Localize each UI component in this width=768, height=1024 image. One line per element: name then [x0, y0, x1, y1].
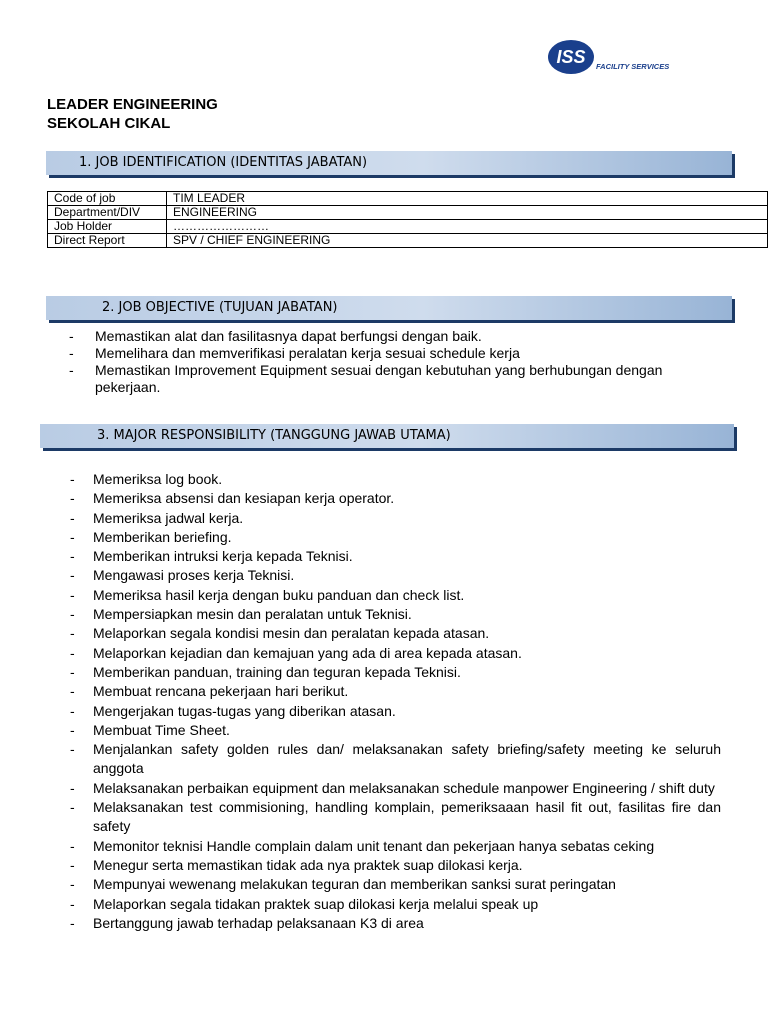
bullet-dash: -	[70, 509, 75, 526]
table-value-cell: ……………………	[167, 220, 768, 234]
table-row	[48, 206, 768, 220]
job-identification-table	[47, 191, 768, 248]
table-row	[48, 192, 768, 206]
responsibility-text: Memberikan beriefing.	[93, 528, 232, 545]
list-item	[70, 489, 721, 508]
iss-logo-mark: ISS	[548, 40, 594, 74]
table-value-cell: SPV / CHIEF ENGINEERING	[167, 234, 768, 248]
bullet-dash: -	[70, 721, 75, 738]
responsibility-text: Mengawasi proses kerja Teknisi.	[93, 567, 295, 584]
bullet-dash: -	[70, 471, 75, 487]
responsibility-text: Bertanggung jawab terhadap pelaksanaan K3 di area	[93, 914, 424, 931]
bullet-dash: -	[70, 644, 75, 661]
bullet-dash: -	[70, 663, 75, 680]
responsibility-text: Melaksanakan perbaikan equipment dan melaksanakan schedule manpower Engineering / shift duty	[93, 779, 715, 796]
responsibility-text: Melaporkan segala tidakan praktek suap dilokasi kerja melalui speak up	[93, 895, 539, 912]
title-line-2: SEKOLAH CIKAL	[47, 115, 171, 132]
bullet-dash: -	[70, 837, 75, 854]
list-item	[70, 914, 721, 933]
iss-logo	[548, 40, 708, 76]
table-row	[48, 220, 768, 234]
table-label-cell: Job Holder	[48, 220, 167, 234]
responsibility-text: Memberikan intruksi kerja kepada Teknisi.	[93, 548, 353, 565]
responsibility-text: Menegur serta memastikan tidak ada nya praktek suap dilokasi kerja.	[93, 856, 523, 873]
list-item	[70, 586, 721, 605]
bullet-dash: -	[70, 876, 75, 893]
section-2-title: 2. JOB OBJECTIVE (TUJUAN JABATAN)	[102, 300, 338, 315]
bullet-dash: -	[70, 741, 75, 758]
responsibility-text: Menjalankan safety golden rules dan/ melaksanakan safety briefing/safety meeting ke seluruh anggota	[93, 741, 721, 777]
list-item	[70, 624, 721, 643]
bullet-dash: -	[70, 779, 75, 796]
bullet-dash: -	[70, 683, 75, 700]
list-item	[70, 682, 721, 701]
table-label-cell: Direct Report	[48, 234, 167, 248]
section-header-job-objective	[46, 296, 732, 320]
bullet-dash: -	[70, 548, 75, 565]
responsibility-text: Memeriksa log book.	[93, 471, 223, 487]
responsibility-text: Melaksanakan test commisioning, handling komplain, pemeriksaaan hasil fit out, fasilitas fire dan safety	[93, 799, 721, 835]
list-item	[69, 328, 689, 345]
responsibility-text: Mempersiapkan mesin dan peralatan untuk Teknisi.	[93, 606, 412, 623]
bullet-dash: -	[69, 328, 74, 344]
list-item	[70, 875, 721, 894]
bullet-dash: -	[70, 606, 75, 623]
iss-logo-tagline: FACILITY SERVICES	[596, 62, 670, 71]
responsibility-text: Memeriksa jadwal kerja.	[93, 509, 244, 526]
list-item	[70, 798, 721, 837]
responsibility-text: Memeriksa absensi dan kesiapan kerja operator.	[93, 490, 395, 507]
section-1-title: 1. JOB IDENTIFICATION (IDENTITAS JABATAN)	[79, 155, 368, 170]
objective-text: Memelihara dan memverifikasi peralatan kerja sesuai schedule kerja	[95, 345, 520, 361]
bullet-dash: -	[70, 702, 75, 719]
responsibility-text: Mengerjakan tugas-tugas yang diberikan atasan.	[93, 702, 396, 719]
list-item	[70, 663, 721, 682]
list-item	[70, 702, 721, 721]
responsibilities-list	[70, 470, 721, 933]
list-item	[70, 605, 721, 624]
table-label-cell: Code of job	[48, 192, 167, 206]
title-line-1: LEADER ENGINEERING	[47, 96, 218, 113]
list-item	[70, 779, 721, 798]
bullet-dash: -	[70, 625, 75, 642]
responsibility-text: Membuat rencana pekerjaan hari berikut.	[93, 683, 349, 700]
responsibility-text: Memberikan panduan, training dan teguran kepada Teknisi.	[93, 663, 461, 680]
table-value-cell: TIM LEADER	[167, 192, 768, 206]
list-item	[70, 856, 721, 875]
bullet-dash: -	[69, 345, 74, 361]
bullet-dash: -	[70, 528, 75, 545]
responsibility-text: Melaporkan kejadian dan kemajuan yang ada di area kepada atasan.	[93, 644, 522, 661]
bullet-dash: -	[70, 895, 75, 912]
table-label-cell: Department/DIV	[48, 206, 167, 220]
bullet-dash: -	[70, 567, 75, 584]
list-item	[70, 470, 721, 489]
bullet-dash: -	[69, 362, 74, 378]
list-item	[70, 509, 721, 528]
list-item	[70, 547, 721, 566]
objective-text: Memastikan alat dan fasilitasnya dapat berfungsi dengan baik.	[95, 328, 482, 344]
responsibility-text: Memonitor teknisi Handle complain dalam unit tenant dan pekerjaan hanya sebatas ceking	[93, 837, 655, 854]
responsibility-text: Memeriksa hasil kerja dengan buku panduan dan check list.	[93, 586, 465, 603]
list-item	[69, 362, 689, 396]
bullet-dash: -	[70, 586, 75, 603]
bullet-dash: -	[70, 799, 75, 816]
objectives-list	[69, 328, 689, 396]
list-item	[70, 895, 721, 914]
document-title	[47, 95, 218, 133]
list-item	[70, 644, 721, 663]
bullet-dash: -	[70, 914, 75, 931]
table-value-cell: ENGINEERING	[167, 206, 768, 220]
responsibility-text: Membuat Time Sheet.	[93, 721, 230, 738]
section-header-major-responsibility	[40, 424, 734, 448]
table-row	[48, 234, 768, 248]
objective-text: Memastikan Improvement Equipment sesuai dengan kebutuhan yang berhubungan dengan pekerjaan.	[95, 362, 663, 395]
section-header-job-identification	[46, 151, 732, 175]
list-item	[70, 740, 721, 779]
list-item	[70, 528, 721, 547]
list-item	[70, 566, 721, 585]
list-item	[69, 345, 689, 362]
section-3-title: 3. MAJOR RESPONSIBILITY (TANGGUNG JAWAB UTAMA)	[97, 428, 451, 443]
list-item	[70, 721, 721, 740]
responsibility-text: Mempunyai wewenang melakukan teguran dan memberikan sanksi surat peringatan	[93, 876, 616, 893]
responsibility-text: Melaporkan segala kondisi mesin dan peralatan kepada atasan.	[93, 625, 490, 642]
list-item	[70, 837, 721, 856]
bullet-dash: -	[70, 856, 75, 873]
bullet-dash: -	[70, 490, 75, 507]
